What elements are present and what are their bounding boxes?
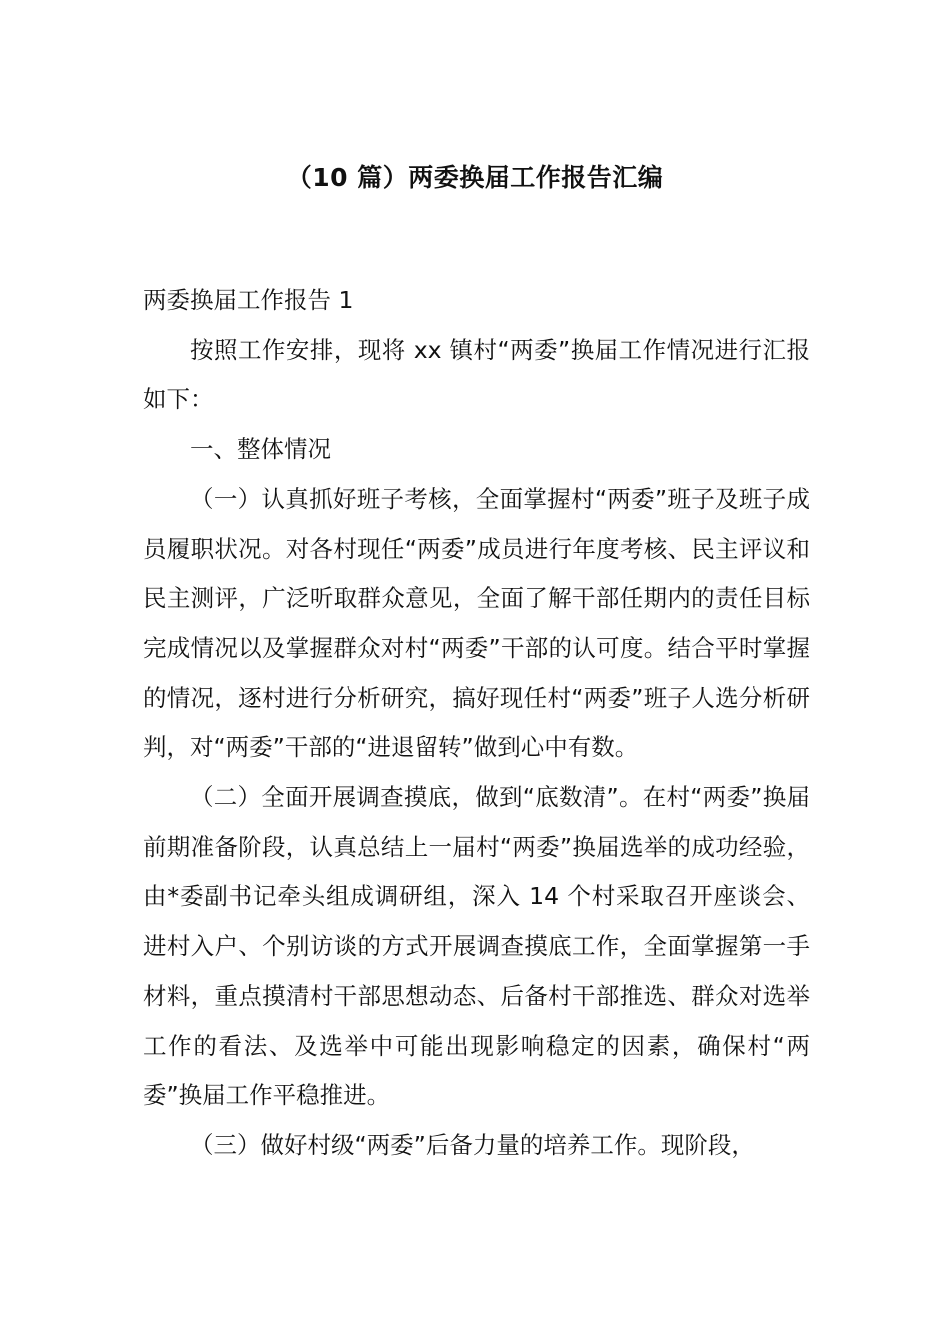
document-title: （10 篇）两委换届工作报告汇编 xyxy=(286,163,664,192)
paragraph-item-2: （二）全面开展调查摸底，做到“底数清”。在村“两委”换届前期准备阶段，认真总结上一届村“两委”换届选举的成功经验，由*委副书记牵头组成调研组，深入 14 个村采取召开座谈会、进村入户、个别访谈的方式开展调查摸底工作，全面掌握第一手材料，重点摸清村干部思想动态、后备村干部推选、群众对选举工作的看法、及选举中可能出现影响稳定的因素，确保村“两委”换届工作平稳推进。 xyxy=(143,783,810,1110)
paragraph-item-1: （一）认真抓好班子考核，全面掌握村“两委”班子及班子成员履职状况。对各村现任“两委”成员进行年度考核、民主评议和民主测评，广泛听取群众意见，全面了解干部任期内的责任目标完成情况以及掌握群众对村“两委”干部的认可度。结合平时掌握的情况，逐村进行分析研究，搞好现任村“两委”班子人选分析研判，对“两委”干部的“进退留转”做到心中有数。 xyxy=(143,484,810,762)
intro-paragraph: 按照工作安排，现将 xx 镇村“两委”换届工作情况进行汇报如下： xyxy=(143,335,810,414)
document-body xyxy=(143,276,810,1171)
report-heading: 两委换届工作报告 1 xyxy=(143,286,354,314)
paragraph-item-3: （三）做好村级“两委”后备力量的培养工作。现阶段， xyxy=(190,1130,755,1159)
section-heading-overall: 一、整体情况 xyxy=(190,435,331,464)
